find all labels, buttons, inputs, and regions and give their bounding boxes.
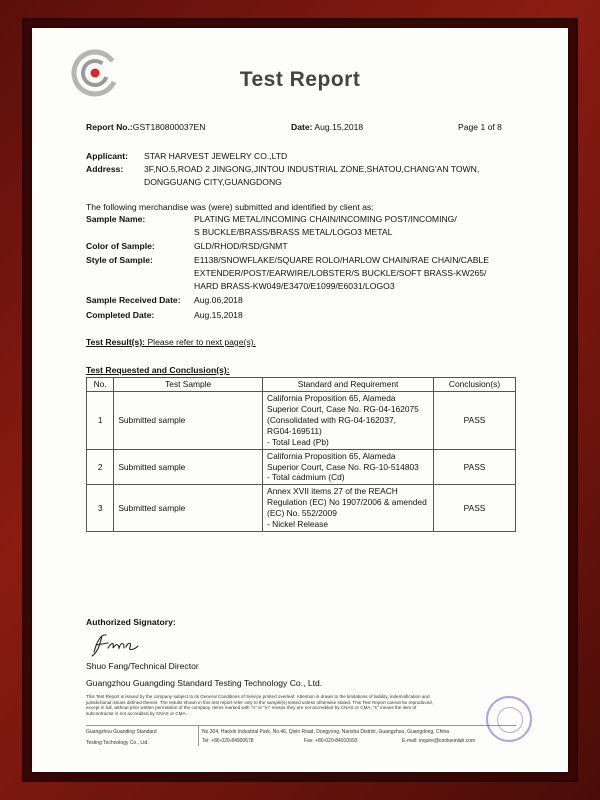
- header-no: No.: [87, 378, 114, 392]
- sample-style-line-2: EXTENDER/POST/EARWIRE/LOBSTER/S BUCKLE/SOFT BRASS-KW265/: [194, 268, 487, 278]
- applicant-value: STAR HARVEST JEWELRY CO.,LTD: [144, 151, 288, 161]
- completed-date-value: Aug.15,2018: [194, 310, 243, 320]
- fine-print: This Test Report is issued by the company subject to its General Conditions of Service printed overleaf. Attention is drawn to the limitations of liability, indemnification and jurisdictional issues defined therein. The results shown in this test report refer only to the sample(s) tested unless otherwise stated. This Test Report cannot be reproduced, except in full, without prior written permission of the company. Items marked with "n" or "m" means they are not accredited by CNAS or CMA, "s" means the item of subcontractor is not accredited by CNAS or CMA.: [86, 694, 434, 717]
- table-header-row: [87, 378, 516, 392]
- report-number: Report No.:GST180800037EN: [86, 122, 206, 132]
- sample-style-label: Style of Sample:: [86, 255, 153, 265]
- footer-address: No.304, Haoxin Industrial Park, No.46, Qixin Road, Dongyong, Nansha District, Guangzhou, Guangdong, China: [202, 729, 450, 735]
- footer: [86, 725, 516, 746]
- row-number: 2: [87, 449, 114, 485]
- sample-color-value: GLD/RHOD/RSD/GNMT: [194, 241, 288, 251]
- row-standard: California Proposition 65, Alameda Superior Court, Case No. RG-04-162075 (Consolidated with RG-04-162037, RG04-169511) - Total Lead (Pb): [263, 392, 434, 450]
- row-sample: Submitted sample: [114, 449, 263, 485]
- table-row: [87, 392, 516, 450]
- page-number: Page 1 of 8: [458, 122, 502, 132]
- applicant-label: Applicant:: [86, 151, 129, 161]
- sample-color-label: Color of Sample:: [86, 241, 155, 251]
- table-row: [87, 485, 516, 532]
- address-label: Address:: [86, 164, 124, 174]
- header-conclusion: Conclusion(s): [434, 378, 516, 392]
- sample-name-label: Sample Name:: [86, 214, 146, 224]
- row-sample: Submitted sample: [114, 485, 263, 532]
- address-line-2: DONGGUANG CITY,GUANGDONG: [144, 177, 282, 187]
- row-conclusion: PASS: [434, 392, 516, 450]
- row-sample: Submitted sample: [114, 392, 263, 450]
- row-number: 1: [87, 392, 114, 450]
- header-standard: Standard and Requirement: [263, 378, 434, 392]
- address-line-1: 3F,NO.5,ROAD 2 JINGONG,JINTOU INDUSTRIAL ZONE,SHATOU,CHANG'AN TOWN,: [144, 164, 480, 174]
- signatory-label: Authorized Signatory:: [86, 617, 176, 627]
- report-page: [32, 28, 568, 772]
- row-standard: Annex XVII items 27 of the REACH Regulation (EC) No 1907/2006 & amended (EC) No. 552/2009 - Nickel Release: [263, 485, 434, 532]
- table-heading: Test Requested and Conclusion(s):: [86, 365, 230, 375]
- sample-intro: The following merchandise was (were) submitted and identified by client as:: [86, 202, 374, 212]
- received-date-label: Sample Received Date:: [86, 295, 181, 305]
- sample-style-line-3: HARD BRASS-KW049/E3470/E1099/E6031/LOGO3: [194, 281, 395, 291]
- row-standard: California Proposition 65, Alameda Superior Court, Case No. RG-10-514803 - Total cadmium (Cd): [263, 449, 434, 485]
- table-row: [87, 449, 516, 485]
- signature: [88, 630, 144, 658]
- sample-name-line-1: PLATING METAL/INCOMING CHAIN/INCOMING POST/INCOMING/: [194, 214, 457, 224]
- footer-tel: Tel: +86-020-84900678: [202, 738, 254, 744]
- sample-name-line-2: S BUCKLE/BRASS/BRASS METAL/LOGO3 METAL: [194, 227, 393, 237]
- page-title: Test Report: [239, 68, 361, 91]
- header-test-sample: Test Sample: [114, 378, 263, 392]
- footer-fax: Fax: +86-020-84910993: [304, 738, 358, 744]
- row-number: 3: [87, 485, 114, 532]
- footer-email: E-mail: inquire@cooksonlab.com: [402, 738, 476, 744]
- results-table: [86, 377, 516, 532]
- sample-style-line-1: E1138/SNOWFLAKE/SQUARE ROLO/HARLOW CHAIN/RAE CHAIN/CABLE: [194, 255, 489, 265]
- signatory-name: Shuo Fang/Technical Director: [86, 661, 199, 671]
- received-date-value: Aug.06,2018: [194, 295, 243, 305]
- completed-date-label: Completed Date:: [86, 310, 155, 320]
- test-result-note: Test Result(s): Please refer to next page(s).: [86, 337, 256, 347]
- row-conclusion: PASS: [434, 485, 516, 532]
- footer-company: Guangzhou Guanding Standard Testing Technology Co., Ltd.: [86, 729, 157, 746]
- report-date: Date: Aug.15,2018: [291, 122, 364, 132]
- seal-stamp-icon: [486, 696, 532, 742]
- signatory-company: Guangzhou Guangding Standard Testing Technology Co., Ltd.: [86, 678, 323, 688]
- row-conclusion: PASS: [434, 449, 516, 485]
